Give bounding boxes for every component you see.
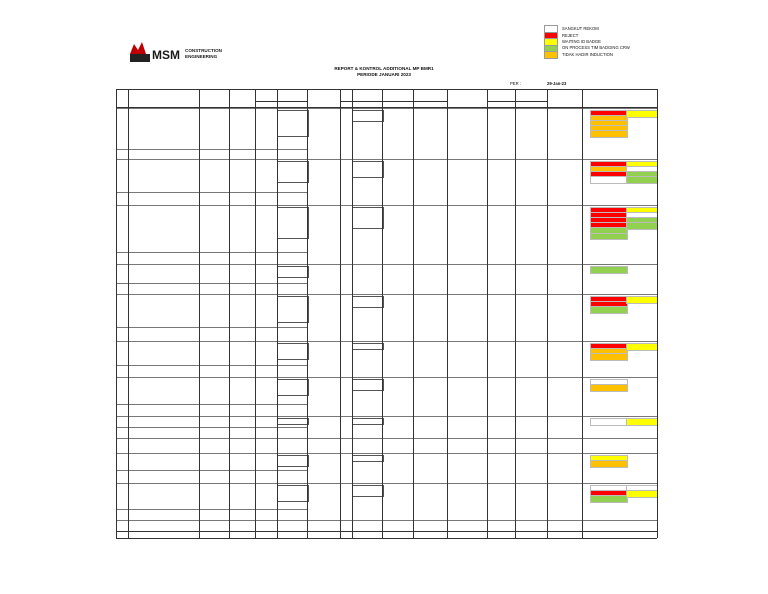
total-separator (116, 365, 307, 366)
header-badge-date (515, 101, 547, 107)
header-existing (199, 95, 229, 101)
total-separator (116, 192, 307, 193)
keterangan-cell (590, 176, 628, 184)
total-separator (116, 327, 307, 328)
keterangan-cell-secondary (626, 110, 658, 118)
header-pmo-date (352, 101, 382, 107)
header-balance (547, 95, 582, 101)
keterangan-cell (590, 130, 628, 138)
column-divider (382, 107, 383, 538)
arrival-date-box (277, 343, 309, 360)
keterangan-cell (590, 384, 628, 392)
svg-text:CONSTRUCTION: CONSTRUCTION (185, 48, 223, 53)
total-separator (116, 404, 307, 405)
row-separator (116, 108, 657, 109)
header-induction-qty (382, 101, 413, 107)
keterangan-cell (590, 460, 628, 468)
header-add (229, 91, 255, 96)
arrival-date-box (277, 455, 309, 467)
arrival-date-box (277, 379, 309, 396)
legend-label: ON PROCESS TIM BADGING CRW (562, 45, 630, 51)
arrival-date-box (277, 418, 309, 425)
pmo-date-box (352, 379, 384, 391)
total-separator (116, 149, 307, 150)
keterangan-cell-secondary (626, 296, 658, 304)
header-resources (128, 95, 199, 101)
legend-label: SANGKUT REKOM (562, 26, 599, 32)
svg-text:ENGINEERING: ENGINEERING (185, 54, 218, 59)
column-divider (340, 107, 341, 538)
header-arrival-qty (255, 101, 277, 107)
row-separator (116, 520, 657, 521)
row-separator (116, 483, 657, 484)
keterangan-cell-secondary (626, 418, 658, 426)
row-separator (116, 377, 657, 378)
per-label: PER : (510, 81, 521, 86)
row-separator (116, 294, 657, 295)
header-induction-date (413, 101, 447, 107)
column-divider (352, 107, 353, 538)
total-separator (116, 427, 307, 428)
header-induction (382, 90, 447, 96)
legend-label: WAITING ID BADGE (562, 38, 601, 44)
header-pmo-qty (340, 101, 352, 107)
total-separator (116, 252, 307, 253)
header-divider (657, 89, 658, 107)
keterangan-cell-secondary (626, 343, 658, 351)
column-divider (487, 107, 488, 538)
keterangan-cell (590, 233, 628, 241)
pmo-date-box (352, 418, 384, 425)
column-divider (515, 107, 516, 538)
arrival-date-box (277, 485, 309, 502)
header-doc-pmo (340, 88, 382, 100)
row-separator (116, 159, 657, 160)
grand-total-bottom (116, 538, 657, 539)
per-date: 29-Jan-23 (547, 81, 567, 86)
column-divider (229, 107, 230, 538)
column-divider (116, 107, 117, 538)
svg-text:MSM: MSM (152, 48, 180, 62)
pmo-date-box (352, 455, 384, 462)
header-arrival (255, 88, 307, 100)
arrival-date-box (277, 207, 309, 240)
row-separator (116, 341, 657, 342)
keterangan-cell-secondary (626, 176, 658, 184)
keterangan-cell-secondary (626, 490, 658, 498)
pmo-date-box (352, 110, 384, 122)
report-period: PERIODE JANUARI 2023 (357, 72, 411, 77)
total-separator (116, 470, 307, 471)
header-plan (229, 97, 255, 102)
pmo-date-box (352, 343, 384, 350)
header-att-induction (447, 95, 487, 101)
header-keterangan (582, 95, 657, 101)
arrival-date-box (277, 266, 309, 278)
column-divider (128, 107, 129, 538)
column-divider (582, 107, 583, 538)
keterangan-cell (590, 418, 628, 426)
header-document (307, 92, 340, 102)
keterangan-cell (590, 306, 628, 314)
column-divider (255, 107, 256, 538)
keterangan-cell (590, 266, 628, 274)
header-badge-qty (487, 101, 515, 107)
grand-total-line (116, 531, 657, 532)
keterangan-cell-secondary (626, 222, 658, 230)
header-badge (487, 90, 547, 96)
arrival-date-box (277, 296, 309, 324)
total-separator (116, 283, 307, 284)
pmo-date-box (352, 485, 384, 497)
row-separator (116, 264, 657, 265)
column-divider (447, 107, 448, 538)
arrival-date-box (277, 110, 309, 138)
header-arrival-date (277, 101, 307, 107)
report-title: REPORT & KONTROL ADDITIONAL MP BMR1 (334, 66, 434, 71)
column-divider (547, 107, 548, 538)
row-separator (116, 438, 657, 439)
column-divider (307, 107, 308, 538)
legend-label: TIDAK HADIR INDUCTION (562, 51, 613, 57)
pmo-date-box (352, 207, 384, 229)
row-separator (116, 205, 657, 206)
header-no (116, 95, 128, 101)
row-separator (116, 453, 657, 454)
column-divider (199, 107, 200, 538)
keterangan-cell (590, 353, 628, 361)
row-separator (116, 416, 657, 417)
pmo-date-box (352, 161, 384, 178)
column-divider (413, 107, 414, 538)
arrival-date-box (277, 161, 309, 183)
column-divider (277, 107, 278, 538)
total-separator (116, 509, 307, 510)
pmo-date-box (352, 296, 384, 308)
legend-label: REJECT (562, 32, 579, 38)
keterangan-cell (590, 495, 628, 503)
column-divider (657, 107, 658, 538)
